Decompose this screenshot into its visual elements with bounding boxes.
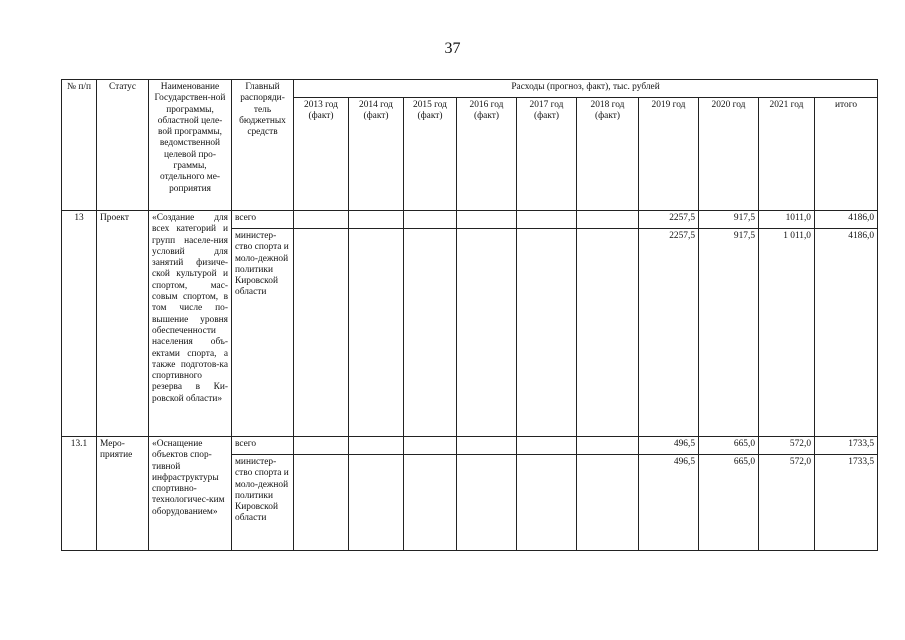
value-cell — [517, 437, 577, 455]
value-cell — [457, 437, 517, 455]
value-cell: 496,5 — [639, 437, 699, 455]
row-manager: министер-ство спорта и моло-дежной политики Кировской области — [232, 229, 294, 437]
header-year: 2018 год (факт) — [577, 98, 639, 211]
header-status: Статус — [97, 80, 149, 211]
header-year: 2015 год (факт) — [404, 98, 457, 211]
value-cell: 496,5 — [639, 455, 699, 551]
row-manager: всего — [232, 437, 294, 455]
value-cell: 1733,5 — [815, 437, 878, 455]
row-num: 13.1 — [62, 437, 97, 551]
value-cell: 572,0 — [759, 455, 815, 551]
value-cell — [404, 455, 457, 551]
value-cell — [404, 211, 457, 229]
page-number: 37 — [444, 40, 461, 57]
value-cell — [517, 229, 577, 437]
value-cell: 917,5 — [699, 211, 759, 229]
value-cell: 1 011,0 — [759, 229, 815, 437]
value-cell: 1733,5 — [815, 455, 878, 551]
header-name: Наименование Государствен-ной программы, областной целе-вой программы, ведомственной целевой про-граммы, отдельного ме-роприятия — [149, 80, 232, 211]
header-year: 2021 год — [759, 98, 815, 211]
value-cell: 2257,5 — [639, 211, 699, 229]
header-year: 2020 год — [699, 98, 759, 211]
value-cell — [457, 455, 517, 551]
row-name: «Создание для всех категорий и групп населе-ния условий для занятий физиче-ской культурой и спортом, мас-совым спортом, в том числе по-вышение уровня обеспеченности населения объ-ектами спорта, а также подготов-ка спортивного резерва в Ки-ровской области» — [149, 211, 232, 437]
header-year: 2013 год (факт) — [294, 98, 349, 211]
value-cell — [404, 437, 457, 455]
value-cell — [517, 211, 577, 229]
value-cell — [577, 211, 639, 229]
value-cell: 1011,0 — [759, 211, 815, 229]
row-status: Меро-приятие — [97, 437, 149, 551]
value-cell — [577, 455, 639, 551]
value-cell — [349, 211, 404, 229]
value-cell: 4186,0 — [815, 211, 878, 229]
value-cell: 2257,5 — [639, 229, 699, 437]
header-year: 2016 год (факт) — [457, 98, 517, 211]
header-expenses: Расходы (прогноз, факт), тыс. рублей — [294, 80, 878, 98]
value-cell: 665,0 — [699, 437, 759, 455]
row-manager: министер-ство спорта и моло-дежной политики Кировской области — [232, 455, 294, 551]
value-cell — [457, 211, 517, 229]
value-cell: 4186,0 — [815, 229, 878, 437]
row-num: 13 — [62, 211, 97, 437]
value-cell — [349, 455, 404, 551]
value-cell — [349, 229, 404, 437]
value-cell: 665,0 — [699, 455, 759, 551]
value-cell — [517, 455, 577, 551]
row-name: «Оснащение объектов спор-тивной инфраструктуры спортивно-технологичес-ким оборудованием» — [149, 437, 232, 551]
header-year: 2017 год (факт) — [517, 98, 577, 211]
value-cell — [457, 229, 517, 437]
expenses-table — [61, 79, 878, 551]
header-manager: Главный распоряди-тель бюджетных средств — [232, 80, 294, 211]
value-cell — [294, 455, 349, 551]
value-cell — [294, 437, 349, 455]
header-total: итого — [815, 98, 878, 211]
row-manager: всего — [232, 211, 294, 229]
header-num: № п/п — [62, 80, 97, 211]
header-year: 2014 год (факт) — [349, 98, 404, 211]
value-cell — [349, 437, 404, 455]
value-cell — [577, 437, 639, 455]
value-cell — [404, 229, 457, 437]
value-cell — [577, 229, 639, 437]
value-cell: 572,0 — [759, 437, 815, 455]
value-cell: 917,5 — [699, 229, 759, 437]
value-cell — [294, 211, 349, 229]
row-status: Проект — [97, 211, 149, 437]
value-cell — [294, 229, 349, 437]
header-year: 2019 год — [639, 98, 699, 211]
